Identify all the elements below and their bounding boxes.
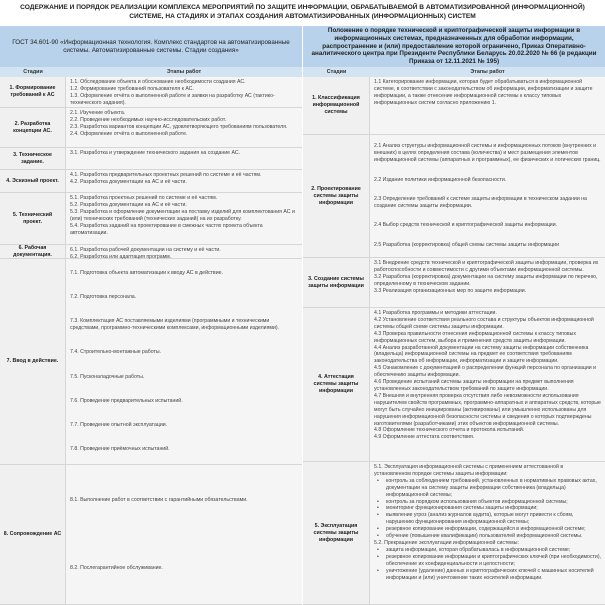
step-item	[374, 260, 601, 274]
step-text: 5.2. Разработка документации на АС и её части.	[70, 201, 187, 208]
table-row	[0, 259, 302, 465]
step-item	[70, 497, 298, 504]
table-row	[303, 308, 605, 462]
step-text: 3.1 Внедрение средств технической и криптографической защиты информации, проверка их работоспособности и совместимости с другими объектами информационной системы.	[374, 260, 599, 273]
bullet-item: • контроль за порядком использования объектов информационной системы;	[374, 499, 601, 506]
step-text: 5.1. Эксплуатация информационной системы с применением аттестованной в установленном порядке системы защиты информации:	[374, 464, 564, 477]
table-row	[0, 77, 302, 108]
step-item	[70, 349, 298, 356]
step-item	[374, 274, 601, 288]
stage-name: 2. Проектирование системы защиты информации	[303, 135, 370, 257]
step-item	[70, 172, 298, 179]
table-row	[0, 170, 302, 193]
stage-name: 3. Техническое задание.	[0, 148, 66, 169]
step-text: 4.1 Разработка программы и методики аттестации.	[374, 310, 497, 316]
table-row	[303, 135, 605, 258]
step-text: 4.3 Проверка правильности отнесения информационной системы к классу типовых информационных систем, выбора и применения средств защиты информации.	[374, 330, 576, 344]
step-item	[374, 310, 601, 317]
step-item	[70, 398, 298, 405]
step-item	[374, 393, 601, 428]
step-item	[70, 202, 298, 209]
step-item	[70, 223, 298, 237]
step-text: 3.2 Разработка (корректировка) документации на систему защиты информации по перечню, определенному в техническом задании.	[374, 273, 598, 287]
stage-name: 4. Эскизный проект.	[0, 170, 66, 192]
step-text: 4.6 Проведение испытаний системы защиты информации на предмет выполнения установленных законодательством требований по защите информации.	[374, 379, 574, 392]
right-standard-header: Положение о порядке технической и криптографической защиты информации в информационных системах, предназначенных для обработки информации, распространение и (или) предоставление которой ограничено, Приказ Оперативно-аналитического центра при Президенте Республики Беларусь 20.02.2020 № 66 (в редакции Приказа от 12.11.2021 № 195)	[303, 26, 605, 67]
step-text: 7.8. Проведение приёмочных испытаний.	[70, 446, 170, 453]
step-text: 2.4 Выбор средств технической и криптографической защиты информации.	[374, 222, 558, 229]
step-item	[374, 317, 601, 331]
step-item	[70, 131, 298, 138]
step-item	[70, 374, 298, 381]
stage-steps	[370, 135, 605, 257]
table-row	[0, 193, 302, 245]
step-item	[374, 177, 601, 184]
step-item	[70, 124, 298, 131]
stage-steps	[66, 148, 302, 169]
step-text: 2.3 Определение требований к системе защиты информации в техническом задании на создание системы защиты информации.	[374, 195, 587, 209]
step-item	[70, 247, 298, 254]
step-item	[374, 427, 601, 434]
step-item	[374, 196, 601, 210]
step-item	[374, 242, 601, 249]
bullet-item: • обучение (повышение квалификации) пользователей информационной системы.	[374, 533, 601, 540]
step-item	[374, 143, 601, 164]
step-text: 7.2. Подготовка персонала.	[70, 293, 137, 300]
step-item	[374, 379, 601, 393]
step-item	[70, 422, 298, 429]
step-text: 3.1. Разработка и утверждение технического задания на создание АС.	[70, 150, 241, 156]
step-item	[70, 294, 298, 301]
step-item	[70, 86, 298, 93]
bullet-item: • защита информации, которая обрабатывалась в информационной системе;	[374, 547, 601, 554]
right-col-steps-header: Этапы работ	[370, 67, 605, 77]
bullet-item: • резервное копирование информации, содержащейся в информационной системе;	[374, 526, 601, 533]
step-item	[374, 365, 601, 379]
stage-steps	[66, 77, 302, 107]
step-text: 4.2 Установление соответствия реального состава и структуры объектов информационной системы общей схеме системы защиты информации.	[374, 316, 594, 330]
step-item	[374, 464, 601, 540]
stage-name: 1. Классификация информационной системы	[303, 77, 370, 134]
step-text: 7.1. Подготовка объекта автоматизации к вводу АС в действие.	[70, 269, 223, 276]
step-text: 4.5 Ознакомление с документацией о распределении функций персонала по организации и обеспечению защиты информации.	[374, 365, 596, 379]
step-text: 8.2. Послегарантийное обслуживание.	[70, 564, 163, 571]
table-row	[303, 77, 605, 135]
table-row	[0, 108, 302, 148]
step-text: 7.6. Проведение предварительных испытаний.	[70, 397, 183, 404]
table-row	[303, 462, 605, 605]
step-item	[70, 150, 298, 157]
step-item	[70, 565, 298, 572]
stage-name: 3. Создание системы защиты информации	[303, 258, 370, 307]
step-text: 2.2 Издание политики информационной безопасности.	[374, 176, 507, 183]
stage-name: 7. Ввод в действие.	[0, 259, 66, 464]
step-item	[374, 222, 601, 229]
stage-steps	[66, 259, 302, 464]
stage-name: 5. Эксплуатация системы защиты информации	[303, 462, 370, 604]
step-item	[374, 345, 601, 366]
step-text: 1.2. Формирование требований пользователя к АС.	[70, 85, 194, 92]
step-item	[70, 318, 298, 332]
step-text: 1.1 Категорирование информации, которая будет обрабатываться в информационной системе, в соответствии с законодательством об информации, информатизации и защите информации, а также отнесение информационной системы к классу типовых информационных систем согласно приложению 1.	[374, 79, 593, 106]
stage-steps	[370, 308, 605, 461]
table-row	[0, 148, 302, 170]
step-text: 5.2. Прекращение эксплуатации информационной системы:	[374, 539, 519, 546]
step-text: 6.2. Разработка или адаптация программ.	[70, 253, 172, 260]
stage-steps	[66, 108, 302, 147]
step-text: 3.3 Реализация организационных мер по защите информации.	[374, 287, 527, 294]
left-col-stage-header: Стадии	[0, 67, 66, 77]
bullet-item: • резервное копирование информации и криптографических ключей (при необходимости), обеспечение их конфиденциальности и целостности;	[374, 554, 601, 568]
step-text: 7.4. Строительно-монтажные работы.	[70, 349, 162, 356]
step-text: 4.9 Оформление аттестата соответствия.	[374, 434, 475, 441]
step-text: 8.1. Выполнение работ в соответствии с гарантийными обязательствами.	[70, 497, 248, 504]
step-item	[70, 93, 298, 107]
stage-name: 1. Формирование требований к АС	[0, 77, 66, 107]
step-item	[70, 117, 298, 124]
step-text: 7.7. Проведение опытной эксплуатации.	[70, 422, 168, 429]
left-stages-table	[0, 77, 302, 605]
step-item	[70, 195, 298, 202]
stage-steps	[66, 170, 302, 192]
stage-steps	[370, 462, 605, 604]
stage-name: 2. Разработка концепции АС.	[0, 108, 66, 147]
stage-name: 8. Сопровождение АС	[0, 465, 66, 604]
step-text: 4.4 Анализ разработанной документации на систему защиты информации собственника (владельца) информационной системы на предмет ее соответствия требованиям законодательства об информации, информатизации и защите информации.	[374, 344, 589, 365]
bullet-item: • уничтожение (удаление) данных и криптографических ключей с машинных носителей информации и (или) уничтожение таких носителей информации.	[374, 568, 601, 582]
table-row	[0, 245, 302, 259]
step-text: 2.1. Изучение объекта.	[70, 110, 126, 116]
right-stages-table	[303, 77, 605, 605]
step-text: 2.2. Проведение необходимых научно-исследовательских работ.	[70, 116, 227, 123]
step-item	[70, 179, 298, 186]
step-text: 5.1. Разработка проектных решений по системе и её частям.	[70, 195, 218, 201]
step-item	[70, 209, 298, 223]
step-text: 6.1. Разработка рабочей документации на систему и её части.	[70, 247, 221, 253]
step-text: 1.1. Обследование объекта и обоснование необходимости создания АС.	[70, 79, 246, 85]
step-text: 4.7 Внешняя и внутренняя проверка отсутствия либо невозможности использования нарушителем свойств программных, программно-аппаратных и аппаратных средств, которые могут быть случайно инициированы (активированы) или умышленно использованы для нарушения информационной безопасности системы и сведения о которых подтверждены изготовителями (разработчиками) этих объектов информационной системы.	[374, 392, 601, 427]
step-item	[374, 540, 601, 581]
stage-steps	[370, 77, 605, 134]
step-text: 4.8 Оформление технического отчета и протокола испытаний.	[374, 427, 525, 434]
step-text: 7.3. Комплектация АС поставляемыми изделиями (программными и техническими средствами, программно-техническими комплексами, информационными изделиями).	[70, 318, 280, 332]
step-text: 2.5 Разработка (корректировка) общей схемы системы защиты информации	[374, 241, 559, 248]
step-text: 2.4. Оформление отчёта о выполненной работе.	[70, 130, 188, 137]
step-text: 4.2. Разработка документации на АС и её части.	[70, 178, 187, 185]
right-col-stage-header: Стадии	[303, 67, 370, 77]
page-title: СОДЕРЖАНИЕ И ПОРЯДОК РЕАЛИЗАЦИИ КОМПЛЕКСА МЕРОПРИЯТИЙ ПО ЗАЩИТЕ ИНФОРМАЦИИ, ОБРАБАТЫВАЕМОЙ В АВТОМАТИЗИРОВАННОЙ (ИНФОРМАЦИОННОЙ) СИСТЕМЕ, НА СТАДИЯХ И ЭТАПАХ СОЗДАНИЯ АВТОМАТИЗИРОВАННЫХ (ИНФОРМАЦИОННЫХ) СИСТЕМ	[20, 4, 585, 20]
stage-name: 4. Аттестация системы защиты информации	[303, 308, 370, 461]
stage-name: 5. Технический проект.	[0, 193, 66, 244]
stage-steps	[66, 465, 302, 604]
stage-steps	[66, 193, 302, 244]
step-text: 5.3. Разработка и оформление документации на поставку изделий для комплектования АС и (или) технических требований (технических заданий) на их разработку.	[70, 208, 295, 222]
step-item	[70, 110, 298, 117]
step-item	[70, 270, 298, 277]
step-item	[374, 79, 601, 107]
step-item	[374, 331, 601, 345]
step-item	[70, 446, 298, 453]
step-item	[374, 288, 601, 295]
left-col-steps-header: Этапы работ	[66, 67, 302, 77]
step-text: 4.1. Разработка предварительных проектных решений по системе и её частям.	[70, 172, 262, 178]
stage-steps	[66, 245, 302, 258]
step-text: 2.1 Анализ структуры информационной системы и информационных потоков (внутренних и внешних) в целях определения состава (количества) и мест размещения элементов информационной системы (аппаратных и программных), ее физических и логических границ.	[374, 143, 601, 164]
step-item	[70, 79, 298, 86]
step-text: 7.5. Пусконаладочные работы.	[70, 373, 145, 380]
left-standard-header: ГОСТ 34.601-90 «Информационная технология. Комплекс стандартов на автоматизированные системы. Автоматизированные системы. Стадии создания»	[0, 26, 302, 67]
stage-name: 6. Рабочая документация.	[0, 245, 66, 258]
bullet-item: • мониторинг функционирования системы защиты информации;	[374, 505, 601, 512]
bullet-item: • контроль за соблюдением требований, установленных в нормативных правовых актах, документации на систему защиты информации собственника (владельца) информационной системы;	[374, 478, 601, 499]
step-item	[374, 434, 601, 441]
step-text: 1.3. Оформление отчёта о выполненной работе и заявки на разработку АС (тактико-технического задания).	[70, 92, 275, 106]
table-row	[0, 465, 302, 605]
table-row	[303, 258, 605, 308]
step-text: 2.3. Разработка вариантов концепции АС, удовлетворяющего требованиям пользователя.	[70, 123, 288, 130]
stage-steps	[370, 258, 605, 307]
bullet-item: • выявление угроз (анализ журналов аудита), которые могут привести к сбоям, нарушению функционирования информационной системы;	[374, 512, 601, 526]
step-text: 5.4. Разработка заданий на проектирование в смежных частях проекта объекта автоматизации.	[70, 222, 263, 236]
